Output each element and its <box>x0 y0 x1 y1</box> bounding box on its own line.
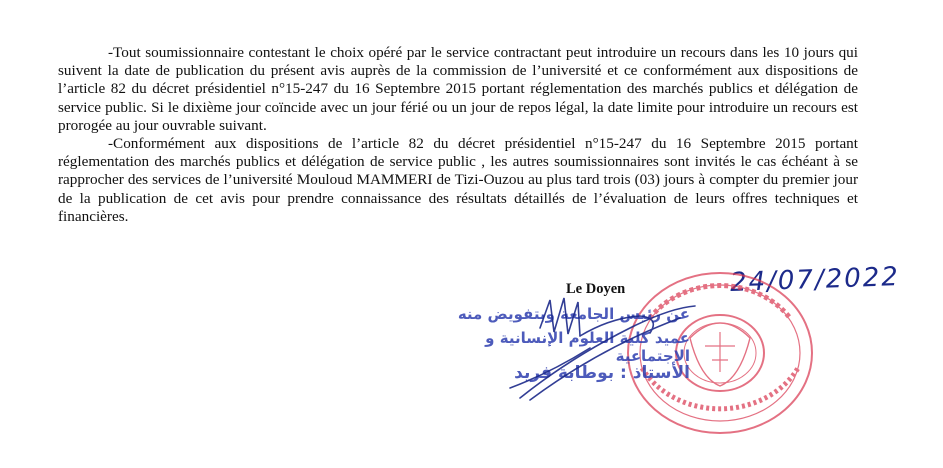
paragraph-resultats: -Conformément aux dispositions de l’article 82 du décret présidentiel n°15-247 du 16 Septembre 2015 portant réglementation des marchés publics et délégation de service public , les autres soumissionnaires sont invités le cas échéant à se rapprocher des services de l’université Mouloud MAMMERI de Tizi-Ouzou au plus tard trois (03) jours à compter du premier jour de la publication de cet avis pour prendre connaissance des résultats détaillés de l’évaluation de leurs offres techniques et financières. <box>58 135 858 225</box>
handwritten-signature <box>480 288 710 408</box>
handwritten-date: 24/07/2022 <box>729 262 901 298</box>
stamp-line-delegation: عن رئيس الجامعة وبتفويض منه <box>457 305 690 323</box>
paragraph-recours: -Tout soumissionnaire contestant le choix opéré par le service contractant peut introduire un recours dans les 10 jours qui suivent la date de publication du présent avis auprès de la commission de l’université et ce conformément aux dispositions de l’article 82 du décret présidentiel n°15-247 du 16 Septembre 2015 portant réglementation des marchés publics et délégation de service public. Si le dixième jour coïncide avec un jour férié ou un jour de repos légal, la date limite pour introduire un recours est prorogée au jour ouvrable suivant. <box>58 44 858 134</box>
stamp-line-faculty: عميد كلية العلوم الإنسانية و الاجتماعية <box>485 329 690 365</box>
signatory-title: Le Doyen <box>566 281 626 297</box>
stamp-line-name: الأستاذ : بوطابة فريد <box>514 363 690 383</box>
document-body <box>58 44 858 226</box>
